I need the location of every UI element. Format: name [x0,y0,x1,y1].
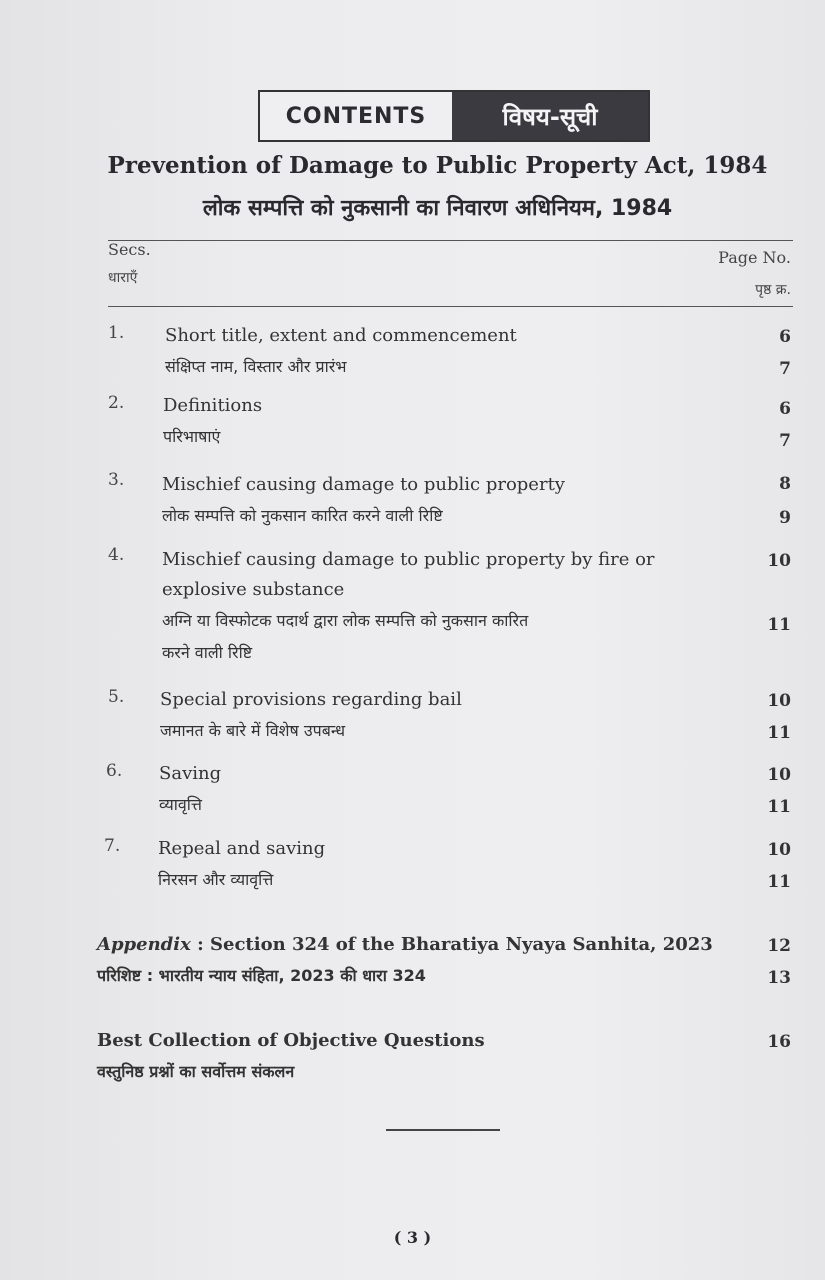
section-number: 2. [108,393,125,413]
section-number: 7. [104,836,121,856]
page-number-hindi: 11 [767,797,791,817]
contents-label-hindi: विषय-सूची [452,92,648,140]
section-title-hindi: संक्षिप्त नाम, विस्तार और प्रारंभ [165,357,347,376]
section-title-english-line1: Mischief causing damage to public property by fire or [162,549,655,570]
section-number: 5. [108,687,125,707]
section-title-hindi: लोक सम्पत्ति को नुकसान कारित करने वाली रिष्टि [162,506,443,525]
section-number: 1. [108,323,125,343]
page-number-hindi: 13 [767,968,791,988]
page-number-english: 10 [767,551,791,571]
act-title-hindi: लोक सम्पत्ति को नुकसानी का निवारण अधिनियम, 1984 [202,196,673,221]
objective-title-english: Best Collection of Objective Questions [97,1030,485,1051]
objective-title-hindi: वस्तुनिष्ठ प्रश्नों का सर्वोत्तम संकलन [97,1062,295,1081]
end-rule [386,1129,500,1131]
section-title-english: Repeal and saving [158,838,326,859]
page-number-hindi: 11 [767,723,791,743]
page-number-hindi: 7 [779,431,791,451]
section-title-english-line2: explosive substance [162,579,345,600]
page-number-english: 10 [767,840,791,860]
page-number-english: 6 [779,399,791,419]
appendix-title-english: : Section 324 of the Bharatiya Nyaya Sanhita, 2023 [190,934,713,955]
page-number-hindi: 9 [779,508,791,528]
page-number-english: 10 [767,691,791,711]
section-title-hindi-line1: अग्नि या विस्फोटक पदार्थ द्वारा लोक सम्पत्ति को नुकसान कारित [162,611,529,630]
act-title-english: Prevention of Damage to Public Property Act, 1984 [107,152,768,179]
section-title-english: Definitions [163,395,263,416]
section-title-hindi-line2: करने वाली रिष्टि [162,643,253,662]
page-number-hindi: 11 [767,615,791,635]
section-title-hindi: परिभाषाएं [163,427,221,446]
section-number: 4. [108,545,125,565]
appendix-label: Appendix [97,934,191,955]
contents-label-english: CONTENTS [260,92,452,140]
section-number: 6. [106,761,123,781]
section-title-english: Short title, extent and commencement [165,325,517,346]
page-number-english: 10 [767,765,791,785]
secs-label-english: Secs. [108,240,151,259]
page-number-english: 8 [779,474,791,494]
secs-label-hindi: धाराएँ [108,270,138,286]
section-title-hindi: व्यावृत्ति [159,795,202,814]
section-title-english: Special provisions regarding bail [160,689,462,710]
section-title-hindi: जमानत के बारे में विशेष उपबन्ध [160,721,346,740]
section-number: 3. [108,470,125,490]
section-title-english: Saving [159,763,222,784]
section-title-hindi: निरसन और व्यावृत्ति [158,870,274,889]
page-folio: ( 3 ) [393,1228,432,1247]
page-number-english: 12 [767,936,791,956]
page-label-hindi: पृष्ठ क्र. [755,282,791,298]
column-header-rule [108,306,793,307]
page-number-hindi: 11 [767,872,791,892]
contents-header [258,90,650,142]
top-rule [108,240,793,241]
appendix-title-hindi: परिशिष्ट : भारतीय न्याय संहिता, 2023 की धारा 324 [97,966,426,985]
page-number-hindi: 7 [779,359,791,379]
page-number-english: 6 [779,327,791,347]
page-label-english: Page No. [718,248,791,267]
section-title-english: Mischief causing damage to public property [162,474,565,495]
page-number: 16 [767,1032,791,1052]
